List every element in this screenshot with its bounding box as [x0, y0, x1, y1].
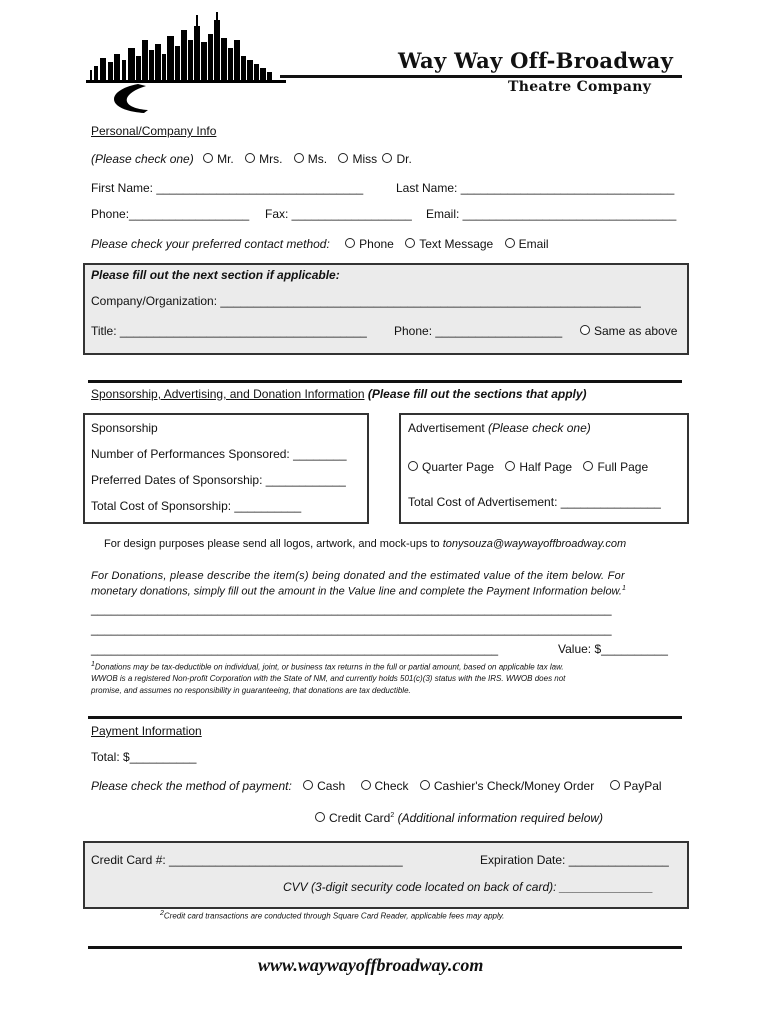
- donation-footnote-3: promise, and assumes no responsibility in guaranteeing, that donations are tax deductible.: [91, 686, 411, 695]
- salutation-radio-miss[interactable]: Miss: [338, 152, 377, 166]
- radio-icon[interactable]: [610, 780, 620, 790]
- salutation-radio-mrs[interactable]: Mrs.: [245, 152, 282, 166]
- section-rule: [88, 380, 682, 383]
- payment-radio-cash[interactable]: Cash: [303, 779, 345, 793]
- company-phone-field[interactable]: Phone: ___________________: [394, 324, 563, 338]
- organization-field[interactable]: Company/Organization: _______________________________________________________________: [91, 294, 641, 308]
- radio-icon[interactable]: [361, 780, 371, 790]
- company-title-field[interactable]: Title: _____________________________________: [91, 324, 367, 338]
- card-number-field[interactable]: Credit Card #: ___________________________________: [91, 853, 403, 867]
- radio-icon[interactable]: [405, 238, 415, 248]
- same-as-above-option[interactable]: Same as above: [580, 324, 677, 338]
- payment-heading: Payment Information: [91, 724, 202, 738]
- radio-icon[interactable]: [338, 153, 348, 163]
- contact-radio-text[interactable]: Text Message: [405, 237, 493, 251]
- payment-radio-cashiers[interactable]: Cashier's Check/Money Order: [420, 779, 594, 793]
- payment-total-field[interactable]: Total: $__________: [91, 750, 197, 764]
- radio-icon[interactable]: [294, 153, 304, 163]
- salutation-radio-ms[interactable]: Ms.: [294, 152, 327, 166]
- cvv-field[interactable]: CVV (3-digit security code located on back of card): ______________: [283, 880, 654, 894]
- personal-info-heading: Personal/Company Info: [91, 124, 217, 138]
- payment-radio-check[interactable]: Check: [361, 779, 409, 793]
- salutation-radio-mr[interactable]: Mr.: [203, 152, 234, 166]
- payment-radio-paypal[interactable]: PayPal: [610, 779, 662, 793]
- ad-radio-half[interactable]: Half Page: [505, 460, 572, 474]
- radio-icon[interactable]: [245, 153, 255, 163]
- radio-icon[interactable]: [315, 812, 325, 822]
- payment-method-prompt: Please check the method of payment:: [91, 779, 292, 793]
- donation-blank-1[interactable]: ______________________________________________________________________________: [91, 602, 612, 616]
- radio-icon[interactable]: [345, 238, 355, 248]
- sponsorship-total-field[interactable]: Total Cost of Sponsorship: __________: [91, 499, 302, 513]
- email-field[interactable]: Email: ________________________________: [426, 207, 677, 221]
- radio-icon[interactable]: [420, 780, 430, 790]
- company-prompt: Please fill out the next section if applicable:: [91, 268, 340, 282]
- company-subtitle: Theatre Company: [508, 79, 652, 95]
- radio-icon[interactable]: [303, 780, 313, 790]
- donation-value-field[interactable]: Value: $__________: [558, 642, 668, 656]
- salutation-radio-dr[interactable]: Dr.: [382, 152, 411, 166]
- contact-radio-email[interactable]: Email: [505, 237, 549, 251]
- radio-icon[interactable]: [203, 153, 213, 163]
- radio-icon[interactable]: [583, 461, 593, 471]
- ad-radio-quarter[interactable]: Quarter Page: [408, 460, 494, 474]
- payment-radio-credit[interactable]: Credit Card$^2$ (Additional information required below): [315, 811, 603, 825]
- contact-method-prompt: Please check your preferred contact method:: [91, 237, 330, 251]
- expiration-field[interactable]: Expiration Date: _______________: [480, 853, 669, 867]
- company-name: Way Way Off-Broadway: [398, 48, 674, 73]
- design-email-link[interactable]: tonysouza@waywayoffbroadway.com: [442, 538, 627, 550]
- donation-footnote-2: WWOB is a registered Non-profit Corporation with the State of NM, and currently holds 501(c)(3) status with the IRS. WWOB does not: [91, 674, 566, 683]
- phone-field[interactable]: Phone:__________________: [91, 207, 250, 221]
- ad-radio-full[interactable]: Full Page: [583, 460, 648, 474]
- first-name-field[interactable]: First Name: _______________________________: [91, 181, 364, 195]
- radio-icon[interactable]: [505, 238, 515, 248]
- radio-icon[interactable]: [408, 461, 418, 471]
- sponsorship-dates-field[interactable]: Preferred Dates of Sponsorship: ____________: [91, 473, 346, 487]
- payment-method-row: [91, 779, 662, 793]
- radio-icon[interactable]: [382, 153, 392, 163]
- payment-rule: [88, 716, 682, 719]
- footer-url[interactable]: www.waywayoffbroadway.com: [258, 955, 484, 975]
- contact-method-row: [91, 237, 549, 251]
- donation-blank-2[interactable]: ______________________________________________________________________________: [91, 622, 612, 636]
- skyline-logo: [86, 10, 286, 120]
- radio-icon[interactable]: [580, 325, 590, 335]
- radio-icon[interactable]: [505, 461, 515, 471]
- salutation-prompt: (Please check one): [91, 152, 194, 166]
- last-name-field[interactable]: Last Name: ________________________________: [396, 181, 675, 195]
- advertisement-title: Advertisement (Please check one): [408, 421, 591, 435]
- header-rule: [280, 75, 682, 78]
- ad-total-field[interactable]: Total Cost of Advertisement: _______________: [408, 495, 661, 509]
- design-note: For design purposes please send all logos, artwork, and mock-ups to tonysouza@waywayoffbroadway.com: [104, 538, 627, 550]
- sponsorship-title: Sponsorship: [91, 421, 158, 435]
- fax-field[interactable]: Fax: __________________: [265, 207, 412, 221]
- footer-rule: [88, 946, 682, 949]
- donation-footnote-1: $^1$Donations may be tax-deductible on individual, joint, or business tax returns in the full or partial amount, based on applicable tax law.: [91, 661, 564, 672]
- ad-size-row: [408, 460, 648, 474]
- donations-line1: For Donations, please describe the item(s) being donated and the estimated value of the item below. For: [91, 570, 625, 582]
- donations-line2: monetary donations, simply fill out the amount in the Value line and complete the Payment Information below.$^1$: [91, 585, 626, 598]
- salutation-row: [91, 152, 412, 166]
- sponsorship-section-heading: Sponsorship, Advertising, and Donation Information (Please fill out the sections that apply): [91, 387, 587, 401]
- credit-footnote: $^2$Credit card transactions are conducted through Square Card Reader, applicable fees may apply.: [160, 910, 505, 921]
- donation-blank-3[interactable]: _____________________________________________________________: [91, 642, 499, 656]
- performances-field[interactable]: Number of Performances Sponsored: ________: [91, 447, 347, 461]
- credit-card-box: [83, 841, 689, 909]
- contact-radio-phone[interactable]: Phone: [345, 237, 394, 251]
